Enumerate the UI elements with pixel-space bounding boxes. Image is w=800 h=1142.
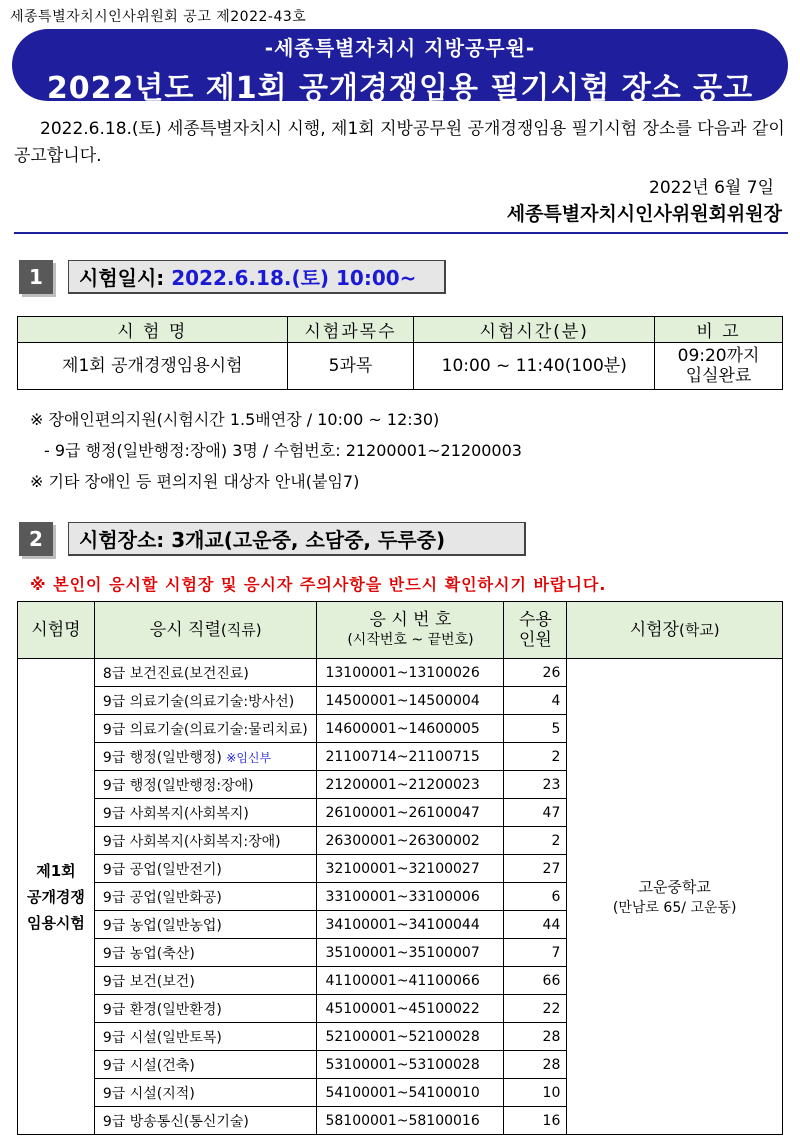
job-title-cell [94, 743, 317, 771]
capacity: 5 [504, 715, 567, 743]
job-title: 8급 보건진료(보건진료) [102, 665, 249, 682]
capacity: 2 [504, 743, 567, 771]
job-title: 9급 사회복지(사회복지) [102, 805, 249, 822]
section1-number: 1 [19, 260, 53, 294]
number-range: 35100001~35100007 [317, 939, 504, 967]
capacity: 23 [504, 771, 567, 799]
job-title: 9급 시설(건축) [102, 1057, 195, 1074]
venue-header-row [18, 602, 783, 659]
header-site-sub: (학교) [678, 621, 720, 639]
job-title: 9급 방송통신(통신기술) [102, 1113, 249, 1130]
capacity: 4 [504, 687, 567, 715]
header-subject-count: 시험과목수 [287, 317, 414, 343]
accommodation-note: ※ 장애인편의지원(시험시간 1.5배연장 / 10:00 ~ 12:30) [30, 410, 440, 429]
job-title: 9급 공업(일반화공) [102, 889, 222, 906]
header-site-main: 시험장 [629, 620, 679, 640]
remarks-line1: 09:20까지 [677, 346, 760, 366]
job-title-cell [94, 771, 317, 799]
job-title: 9급 의료기술(의료기술:물리치료) [102, 721, 308, 738]
job-title-cell [94, 995, 317, 1023]
number-range: 26300001~26300002 [317, 827, 504, 855]
number-range: 45100001~45100022 [317, 995, 504, 1023]
remarks [655, 343, 783, 390]
job-title-cell [94, 659, 317, 687]
capacity: 26 [504, 659, 567, 687]
section2-number: 2 [19, 522, 53, 556]
section1-label: 시험일시: [79, 266, 172, 290]
capacity: 27 [504, 855, 567, 883]
job-title: 9급 공업(일반전기) [102, 861, 222, 878]
exam-name-cell [18, 659, 95, 1135]
job-title-extra: ※임신부 [226, 750, 272, 765]
table-row [18, 659, 783, 687]
number-range: 41100001~41100066 [317, 967, 504, 995]
exam-site-name: 고운중학교 [638, 878, 711, 896]
job-title-cell [94, 1107, 317, 1135]
job-title-cell [94, 1051, 317, 1079]
other-support-note: ※ 기타 장애인 등 편의지원 대상자 안내(붙임7) [30, 472, 360, 491]
header-remarks: 비 고 [655, 317, 783, 343]
job-title: 9급 행정(일반행정) [102, 749, 227, 766]
job-title: 9급 농업(축산) [102, 945, 195, 962]
exam-site-address: (만남로 65/ 고운동) [612, 900, 737, 916]
header-title-sub: (직류) [220, 621, 262, 639]
header-range [317, 602, 504, 659]
title-banner [12, 29, 788, 106]
job-title-cell [94, 967, 317, 995]
number-range: 21100714~21100715 [317, 743, 504, 771]
section2-heading: 시험장소: 3개교(고운중, 소담중, 두루중) [68, 522, 526, 556]
notice-date: 2022년 6월 7일 [649, 178, 774, 198]
job-title-cell [94, 827, 317, 855]
venue-table [17, 601, 783, 1135]
number-range: 26100001~26100047 [317, 799, 504, 827]
job-title-cell [94, 939, 317, 967]
number-range: 21200001~21200023 [317, 771, 504, 799]
capacity: 7 [504, 939, 567, 967]
job-title-cell [94, 1079, 317, 1107]
job-title-cell [94, 1023, 317, 1051]
header-title [94, 602, 317, 659]
header-capacity [504, 602, 567, 659]
number-range: 34100001~34100044 [317, 911, 504, 939]
warning-text: ※ 본인이 응시할 시험장 및 응시자 주의사항을 반드시 확인하시기 바랍니다. [30, 575, 607, 594]
divider [14, 232, 788, 234]
title-subtitle: -세종특별자치시 지방공무원- [264, 36, 536, 60]
job-title-cell [94, 855, 317, 883]
capacity: 28 [504, 1051, 567, 1079]
job-title-cell [94, 799, 317, 827]
job-title: 9급 행정(일반행정:장애) [102, 777, 254, 794]
header-exam-name: 시 험 명 [18, 317, 288, 343]
page-title: 2022년도 제1회 공개경쟁임용 필기시험 장소 공고 [46, 71, 754, 106]
job-title: 9급 농업(일반농업) [102, 917, 222, 934]
subject-count: 5과목 [287, 343, 414, 390]
capacity: 66 [504, 967, 567, 995]
number-range: 58100001~58100016 [317, 1107, 504, 1135]
remarks-line2: 입실완료 [685, 366, 752, 386]
job-title-cell [94, 715, 317, 743]
job-title: 9급 시설(지적) [102, 1085, 195, 1102]
job-title: 9급 환경(일반환경) [102, 1001, 222, 1018]
section1-value: 2022.6.18.(토) 10:00~ [171, 266, 417, 290]
section1-heading [68, 260, 446, 294]
capacity: 2 [504, 827, 567, 855]
job-title: 9급 시설(일반토목) [102, 1029, 222, 1046]
capacity: 16 [504, 1107, 567, 1135]
accommodation-detail: - 9급 행정(일반행정:장애) 3명 / 수험번호: 21200001~21200003 [44, 441, 522, 460]
header-exam: 시험명 [18, 602, 95, 659]
capacity: 28 [504, 1023, 567, 1051]
header-exam-time: 시험시간(분) [414, 317, 655, 343]
job-title: 9급 보건(보건) [102, 973, 195, 990]
exam-name-line: 공개경쟁 [26, 887, 85, 906]
header-range-main: 응 시 번 호 [369, 610, 452, 630]
job-title-cell [94, 883, 317, 911]
capacity: 10 [504, 1079, 567, 1107]
job-title-cell [94, 911, 317, 939]
job-title: 9급 의료기술(의료기술:방사선) [102, 693, 295, 710]
number-range: 14500001~14500004 [317, 687, 504, 715]
header-capacity-line1: 수용 [518, 610, 552, 630]
capacity: 6 [504, 883, 567, 911]
exam-name-line: 제1회 [36, 861, 76, 880]
number-range: 52100001~52100028 [317, 1023, 504, 1051]
number-range: 32100001~32100027 [317, 855, 504, 883]
exam-name-line: 임용시험 [26, 913, 85, 932]
exam-name: 제1회 공개경쟁임용시험 [18, 343, 288, 390]
header-title-main: 응시 직렬 [149, 620, 221, 640]
job-title: 9급 사회복지(사회복지:장애) [102, 833, 281, 850]
notice-number: 세종특별자치시인사위원회 공고 제2022-43호 [10, 9, 307, 25]
schedule-header-row [18, 317, 783, 343]
capacity: 22 [504, 995, 567, 1023]
exam-time: 10:00 ~ 11:40(100분) [414, 343, 655, 390]
header-capacity-line2: 인원 [518, 630, 552, 650]
schedule-table [17, 316, 783, 390]
schedule-row [18, 343, 783, 390]
number-range: 54100001~54100010 [317, 1079, 504, 1107]
exam-site-cell [567, 659, 783, 1135]
issuer: 세종특별자치시인사위원회위원장 [506, 203, 782, 225]
header-site [567, 602, 783, 659]
capacity: 44 [504, 911, 567, 939]
number-range: 13100001~13100026 [317, 659, 504, 687]
intro-paragraph: 2022.6.18.(토) 세종특별자치시 시행, 제1회 지방공무원 공개경쟁임용 필기시험 장소를 다음과 같이 공고합니다. [14, 119, 785, 166]
capacity: 47 [504, 799, 567, 827]
header-range-sub: (시작번호 ~ 끝번호) [347, 632, 474, 648]
job-title-cell [94, 687, 317, 715]
number-range: 53100001~53100028 [317, 1051, 504, 1079]
number-range: 14600001~14600005 [317, 715, 504, 743]
number-range: 33100001~33100006 [317, 883, 504, 911]
